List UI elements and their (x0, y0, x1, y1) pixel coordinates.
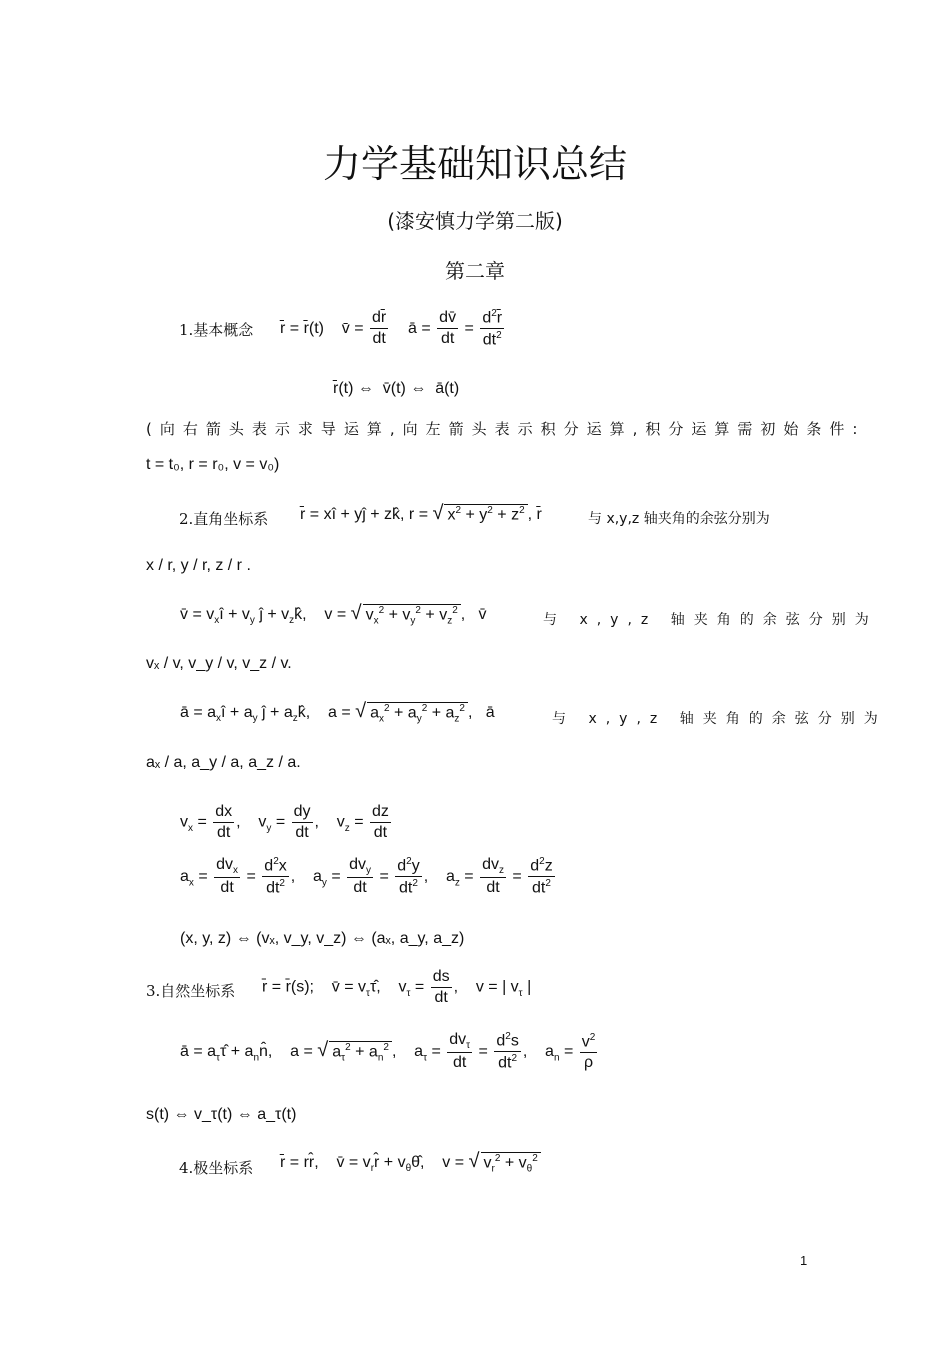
page-number: 1 (800, 1253, 808, 1268)
section-4-label: 4.极坐标系 (179, 1159, 254, 1177)
section-3-label: 3.自然坐标系 (146, 982, 236, 1000)
section-2-r-equation: r̄ = xî + yĵ + zk̂, r = √ $x^2 + y^2 + z^2$ , r̄ (300, 502, 542, 524)
section-1-note-line2: t = t₀, r = r₀, v = v₀) (146, 456, 280, 473)
page-subtitle: (漆安慎力学第二版) (387, 209, 563, 233)
section-2-r-text: 与 x,y,z 轴夹角的余弦分别为 (588, 511, 770, 527)
chapter-heading: 第二章 (445, 259, 505, 283)
section-2-v-cosines: vₓ / v, v_y / v, v_z / v. (146, 655, 292, 672)
section-2-a-text: 与 x,y,z 轴夹角的余弦分别为 (552, 711, 887, 727)
section-3-chain: s(t) ⇔ v_τ(t) ⇔ a_τ(t) (146, 1106, 297, 1123)
section-1-note-line1: (向右箭头表示求导运算,向左箭头表示积分运算,积分运算需初始条件: (146, 420, 866, 438)
section-2-label: 2.直角坐标系 (179, 510, 269, 528)
section-1-label: 1.基本概念 (179, 321, 254, 339)
section-3-acceleration-equation: ā = $a_\tau\taû$ + $a_nn̂$, a = √ $a_\tau^2 + a_n^2$ , $a_\tau$ = $\frac{dv_\tau}{dt}$ = $\frac{d^2s}{dt^2}$ , $a_n$ = $\frac{v^2}{\rho}$ (180, 1031, 596, 1072)
section-2-chain: (x, y, z) ⇔ (vₓ, v_y, v_z) ⇔ (aₓ, a_y, a_z) (180, 930, 465, 947)
section-1-chain: r̄(t) ⇔ v̄(t) ⇔ ā(t) (333, 380, 460, 397)
section-1-equation: r̄ = r̄(t) v̄ = $\frac{dr̄}{dt}$ ā = $\frac{dv̄}{dt}$ = $\frac{d^2r̄}{dt^2}$ (280, 308, 503, 349)
section-2-velocity-components: $v_x$ = $\frac{dx}{dt}$ , $v_y$ = $\frac{dy}{dt}$ , $v_z$ = $\frac{dz}{dt}$ (180, 803, 389, 841)
section-2-v-equation: v̄ = $v_xî + v_y$ ĵ + $v_zk̂$, v = √ $v_x^2 + v_y^2 + v_z^2$ , v̄ (180, 602, 487, 627)
section-2-r-cosines: x / r, y / r, z / r . (146, 557, 251, 574)
section-3-velocity-equation: r̄ = r̄(s); v̄ = $v_\tau\taû$, $v_\tau$ = $\frac{ds}{dt}$ , v = | $v_\tau$ | (262, 968, 532, 1006)
section-2-a-cosines: aₓ / a, a_y / a, a_z / a. (146, 754, 301, 771)
section-2-v-text: 与 x,y,z 轴夹角的余弦分别为 (543, 612, 878, 628)
page-title: 力学基础知识总结 (322, 142, 627, 186)
section-2-acceleration-components: $a_x$ = $\frac{dv_x}{dt}$ = $\frac{d^2x}{dt^2}$ , $a_y$ = $\frac{dv_y}{dt}$ = $\frac{d^2y}{dt^2}$ , $a_z$ = $\frac{dv_z}{dt}$ = $\frac{d^2z}{dt^2}$ (180, 856, 553, 897)
section-4-equation: r̄ = rr̂, v̄ = $v_rr̂$ + $v_\theta\thetâ$, v = √ $v_r^2 + v_\theta^2$ (280, 1150, 541, 1174)
section-2-a-equation: ā = $a_xî + a_y$ ĵ + $a_zk̂$, a = √ $a_x^2 + a_y^2 + a_z^2$ , ā (180, 700, 495, 725)
